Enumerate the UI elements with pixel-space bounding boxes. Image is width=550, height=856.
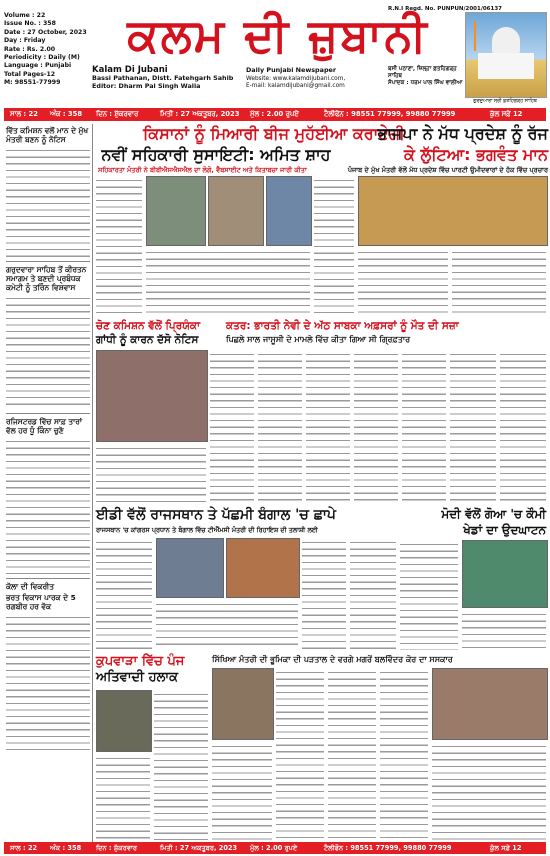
footer-din: ਦਿਨ : ਸ਼ੁੱਕਰਵਾਰ xyxy=(96,844,137,852)
lead-subheadline: ਸਹਿਕਾਰਤਾ ਮੰਤਰੀ ਨੇ ਬੀਬੀਐਸਐਸਐਲ ਦਾ ਲੋਗੋ, ਵੈੱਬਸਾਈਟ ਅਤੇ ਕਿਤਾਬਚਾ ਜਾਰੀ ਕੀਤਾ xyxy=(98,166,307,174)
qatar-text xyxy=(500,350,546,504)
ed-headline: ਈਡੀ ਵੱਲੋਂ ਰਾਜਸਥਾਨ ਤੇ ਪੱਛਮੀ ਬੰਗਾਲ 'ਚ ਛਾਪੇ xyxy=(96,507,336,523)
ed-text xyxy=(302,538,346,650)
divider xyxy=(6,413,90,414)
info-strip xyxy=(4,108,546,121)
bjp-rally-photo xyxy=(358,176,548,246)
qatar-text xyxy=(258,350,302,504)
publication-place: Bassi Pathanan, Distt. Fatehgarh Sahib xyxy=(92,74,234,82)
education-text xyxy=(380,668,428,840)
ed-photo-2 xyxy=(226,538,300,598)
education-text xyxy=(432,742,546,840)
ed-photo-1 xyxy=(156,538,224,598)
building-shape xyxy=(478,53,534,79)
brief-text xyxy=(6,294,90,410)
issue-no: Issue No. : 358 xyxy=(4,20,56,28)
lead-headline-red: ਕਿਸਾਨਾਂ ਨੂੰ ਮਿਆਰੀ ਬੀਜ ਮੁਹੱਈਆ ਕਰਾਏਗੀ xyxy=(143,124,405,143)
bjp-headline-red: ਕੇ ਲੁੱਟਿਆ: ਭਗਵੰਤ ਮਾਨ xyxy=(404,145,548,164)
publication-name: Kalam Di Jubani xyxy=(92,65,168,75)
strip-saal: ਸਾਲ : 22 xyxy=(10,110,38,118)
education-text xyxy=(212,742,272,840)
footer-saal: ਸਾਲ : 22 xyxy=(10,844,38,852)
brief-text xyxy=(6,613,90,755)
ed-subheadline: ਰਾਜਸਥਾਨ 'ਚ ਕਾਂਗਰਸ ਪ੍ਰਧਾਨ ਤੇ ਬੰਗਾਲ ਵਿੱਚ ਟੀਐੱਮਸੀ ਮੰਤਰੀ ਦੀ ਰਿਹਾਇਸ਼ ਦੀ ਤਲਾਸ਼ੀ ਲਈ xyxy=(96,526,318,534)
lead-text xyxy=(146,248,310,316)
brief-text xyxy=(6,146,90,258)
brief-headline: ਵਿੱਤ ਕਮਿਸ਼ਨ ਵਲੋਂ ਮਾਨ ਦੇ ਮੁੱਖ ਮੰਤਰੀ ਬਣਨ ਨੂੰ ਨੋਟਿਸ xyxy=(6,126,89,144)
qatar-text xyxy=(210,350,254,504)
footer-strip xyxy=(4,842,546,854)
mobile: M: 98551-77999 xyxy=(4,79,61,87)
education-headline: ਸਿੱਖਿਆ ਮੰਤਰੀ ਦੀ ਭੂਮਿਕਾ ਦੀ ਪੜਤਾਲ ਦੇ ਵਰਗੇ ਮਗਰੋਂ ਬਲਵਿੰਦਰ ਕੋਰ ਦਾ ਸਸਕਾਰ xyxy=(212,655,453,664)
nishan-sahib-icon xyxy=(474,21,476,51)
footer-phone: ਟੈਲੀਫੋਨ : 98551 77999, 99880 77999 xyxy=(324,844,452,852)
bjp-text xyxy=(358,248,448,316)
lead-text xyxy=(96,176,142,316)
ed-text xyxy=(96,538,152,650)
qatar-headline-red: ਕਤਰ: ਭਾਰਤੀ ਨੇਵੀ ਦੇ ਅੱਠ ਸਾਬਕਾ ਅਫ਼ਸਰਾਂ ਨੂੰ ਮੌਤ ਦੀ ਸਜ਼ਾ xyxy=(226,320,459,332)
brief-headline: ਭਰਤ ਵਿਕਾਸ ਪਾਰਕ ਦੇ 5 ਰਗਬੀਰ ਹਰ ਵੋਕ xyxy=(6,593,76,611)
total-pages: Total Pages-12 xyxy=(4,70,56,78)
left-column xyxy=(4,124,93,844)
education-photo-2 xyxy=(432,668,548,740)
periodicity: Periodicity : Daily (M) xyxy=(4,54,80,62)
kupwara-photo xyxy=(96,690,152,752)
divider xyxy=(6,578,90,579)
footer-miti: ਮਿਤੀ : 27 ਅਕਤੂਬਰ, 2023 xyxy=(160,844,238,852)
language: Language : Punjabi xyxy=(4,62,72,70)
education-text xyxy=(328,668,376,840)
lead-photo-3 xyxy=(266,176,312,246)
bjp-text xyxy=(452,248,546,316)
ed-text xyxy=(350,538,396,650)
brief-headline: ਰਜਿਸਟਰਡ ਵਿੱਚ ਸਾਫ਼ ਤਾਰਾਂ ਵੱਲ ਹਰ ਧੂੰ ਕਿੰਨਾ ਚੁਣੋ xyxy=(6,417,82,435)
punjabi-address xyxy=(388,66,472,87)
issue-rate: Rate : Rs. 2.00 xyxy=(4,45,56,53)
qatar-text xyxy=(402,350,446,504)
lead-headline-black: ਨਵੀਂ ਸਹਿਕਾਰੀ ਸੁਸਾਇਟੀ: ਅਮਿਤ ਸ਼ਾਹ xyxy=(101,145,331,164)
email: E-mail: kalamdijubani@gmail.com xyxy=(246,83,345,90)
volume: Volume : 22 xyxy=(4,12,46,19)
education-photo-1 xyxy=(212,668,274,740)
kupwara-text xyxy=(96,754,150,840)
bjp-subheadline: ਪੰਜਾਬ ਦੇ ਮੁੱਖ ਮੰਤਰੀ ਵੱਲੋਂ ਮੱਧ ਪ੍ਰਦੇਸ਼ ਵਿੱਚ ਪਾਰਟੀ ਉਮੀਦਵਾਰਾਂ ਦੇ ਹੱਕ ਵਿੱਚ ਪ੍ਰਚਾਰ xyxy=(347,166,548,174)
strip-miti: ਮਿਤੀ : 27 ਅਕਤੂਬਰ, 2023 xyxy=(160,110,240,118)
kupwara-text xyxy=(154,690,208,840)
issue-day: Day : Friday xyxy=(4,37,46,45)
modi-headline-1: ਮੋਦੀ ਵੱਲੋਂ ਗੋਆ 'ਚ ਕੌਮੀ xyxy=(441,507,546,521)
daily-label: Daily Punjabi Newspaper xyxy=(246,66,337,74)
qatar-text xyxy=(450,350,496,504)
website: Website: www.kalamdijubani.com, xyxy=(246,76,346,82)
gurdwara-photo xyxy=(465,12,547,98)
brief-text xyxy=(6,437,90,575)
modi-headline-2: ਖੇਡਾਂ ਦਾ ਉਦਘਾਟਨ xyxy=(463,523,546,537)
brief-headline: ਕੋਲਾ ਦੀ ਵਿਕਰੀਤ xyxy=(6,582,54,591)
editor-pa: ਸੰਪਾਦਕ : ਧਰਮ ਪਾਲ ਸਿੰਘ ਵਾਲੀਆ xyxy=(388,80,463,86)
contact-block xyxy=(246,76,345,90)
ec-photo xyxy=(96,350,208,442)
footer-pages: ਕੁੱਲ ਸਫ਼ੇ 12 xyxy=(490,844,522,852)
rni-number: R.N.I Regd. No. PUNPUN/2001/06137 xyxy=(388,6,502,12)
lead-photo-1 xyxy=(146,176,206,246)
strip-din: ਦਿਨ : ਸ਼ੁੱਕਰਵਾਰ xyxy=(96,110,139,118)
publisher-block xyxy=(92,66,233,90)
footer-ank: ਅੰਕ : 358 xyxy=(50,844,82,852)
divider xyxy=(6,261,90,262)
qatar-headline-black: ਪਿਛਲੇ ਸਾਲ ਜਾਸੂਸੀ ਦੇ ਮਾਮਲੇ ਵਿੱਚ ਕੀਤਾ ਗਿਆ ਸੀ ਗ੍ਰਿਫ਼ਤਾਰ xyxy=(226,335,411,344)
brief-headline: ਗਰੁਦਵਾਰਾ ਸਾਹਿਬ ਤੋਂ ਕੀਰਤਨ ਸਮਾਗਮ ਤੇ ਬਣਦੀ ਪ੍ਰਬੰਧਕ ਕਮੇਟੀ ਨੂੰ ਤਰਿੰਨ ਵਿਸ਼ਵਾਸ xyxy=(6,265,87,292)
issue-meta xyxy=(4,12,88,88)
modi-text xyxy=(462,610,546,650)
strip-pages: ਕੁੱਲ ਸਫ਼ੇ 12 xyxy=(490,110,523,118)
strip-phone: ਟੈਲੀਫੋਨ : 98551 77999, 99880 77999 xyxy=(324,110,456,118)
editor-name: Editor: Dharm Pal Singh Walia xyxy=(92,82,201,90)
qatar-text xyxy=(354,350,398,504)
bjp-headline-black: ਭਾਜਪਾ ਨੇ ਮੱਧ ਪ੍ਰਦੇਸ਼ ਨੂੰ ਰੱਜ xyxy=(377,124,548,143)
kupwara-headline-black: ਅਤਿਵਾਦੀ ਹਲਾਕ xyxy=(96,670,178,685)
lead-photo-2 xyxy=(208,176,264,246)
dome-shape xyxy=(492,27,520,53)
ec-text xyxy=(96,444,206,504)
ed-text xyxy=(156,600,298,650)
modi-text xyxy=(400,540,458,650)
bjp-text xyxy=(314,176,354,316)
strip-mull: ਮੁੱਲ : 2.00 ਰੁਪਏ xyxy=(250,110,299,118)
gurdwara-caption: ਗੁਰਦੁਆਰਾ ਸ੍ਰੀ ਫ਼ਤਹਿਗੜ੍ਹ ਸਾਹਿਬ xyxy=(473,99,537,104)
newspaper-title: ਕਲਮ ਦੀ ਜ਼ੁਬਾਨੀ xyxy=(127,8,429,62)
modi-photo xyxy=(462,540,548,608)
address-pa: ਬਸੀ ਪਠਾਣਾ, ਜ਼ਿਲ੍ਹਾ ਫ਼ਤਹਿਗੜ੍ਹ ਸਾਹਿਬ xyxy=(388,66,457,79)
qatar-text xyxy=(306,350,350,504)
ec-headline-black: ਗਾਂਧੀ ਨੂੰ ਕਾਰਨ ਦੱਸੋ ਨੋਟਿਸ xyxy=(96,334,199,346)
education-text xyxy=(276,668,324,840)
footer-mull: ਮੁੱਲ : 2.00 ਰੁਪਏ xyxy=(250,844,298,852)
masthead xyxy=(0,0,550,124)
kupwara-headline-red: ਕੁਪਵਾੜਾ ਵਿੱਚ ਪੰਜ xyxy=(96,654,185,669)
issue-date: Date : 27 October, 2023 xyxy=(4,28,87,36)
ec-headline-red: ਚੋਣ ਕਮਿਸ਼ਨ ਵੱਲੋਂ ਪ੍ਰਿਯੰਕਾ xyxy=(96,320,201,332)
strip-ank: ਅੰਕ : 358 xyxy=(50,110,83,118)
